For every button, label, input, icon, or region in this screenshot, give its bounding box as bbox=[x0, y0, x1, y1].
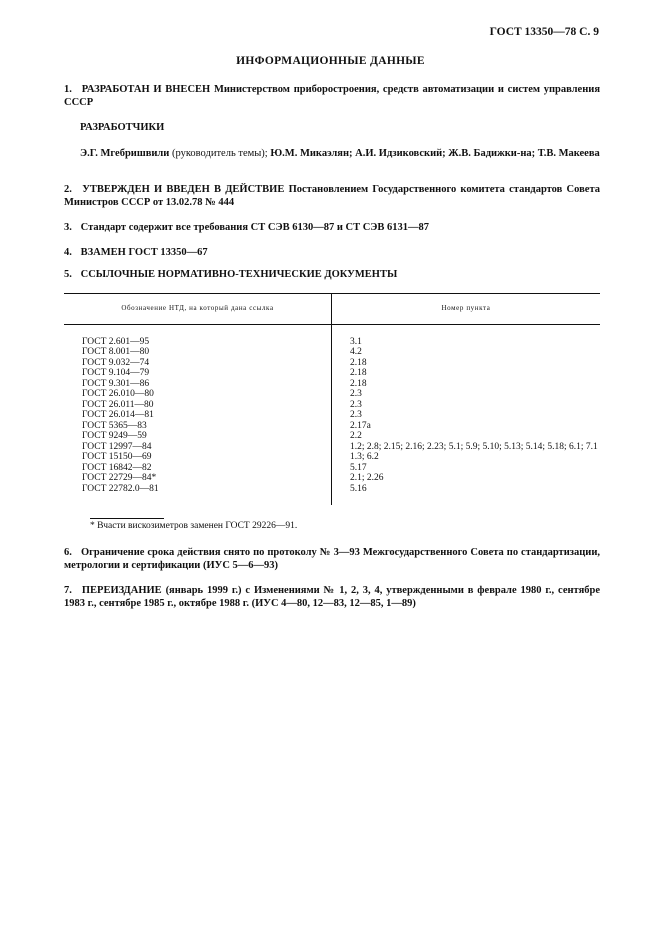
footnote-divider bbox=[90, 518, 164, 519]
table-header-document: Обозначение НТД, на который дана ссылка bbox=[64, 294, 332, 325]
section-5 bbox=[64, 268, 600, 281]
section-5-number: 5. bbox=[64, 269, 72, 280]
section-6 bbox=[64, 546, 600, 572]
section-4-text: ВЗАМЕН ГОСТ 13350—67 bbox=[80, 247, 208, 258]
section-1-number: 1. bbox=[64, 84, 72, 95]
clause-cell: 2.3 bbox=[350, 410, 362, 420]
clause-cell: 2.17а bbox=[350, 420, 371, 431]
table-row bbox=[64, 463, 600, 474]
section-7 bbox=[64, 584, 600, 610]
section-2-text: Постановлением Государственного комитета стандартов Совета Министров СССР от 13.02.78 № 444 bbox=[64, 184, 600, 208]
document-cell: ГОСТ 26.014—81 bbox=[64, 410, 332, 421]
clause-cell: 5.16 bbox=[350, 483, 367, 494]
clause-cell: 1.3; 6.2 bbox=[350, 452, 379, 462]
section-5-text: ССЫЛОЧНЫЕ НОРМАТИВНО-ТЕХНИЧЕСКИЕ ДОКУМЕНТЫ bbox=[80, 269, 398, 280]
clause-cell: 4.2 bbox=[350, 347, 362, 357]
table-row bbox=[64, 421, 600, 432]
section-7-text: (январь 1999 г.) с Изменениями № 1, 2, 3, 4, утвержденными в феврале 1980 г., сентябре 1983 г., сентябре 1985 г., октябре 1988 г. (ИУС 4—80, 12—83, 12—85, 1—89) bbox=[64, 585, 600, 609]
table-row bbox=[64, 379, 600, 390]
section-4-number: 4. bbox=[64, 247, 72, 258]
section-1-heading: РАЗРАБОТАН И ВНЕСЕН bbox=[81, 84, 211, 95]
document-cell: ГОСТ 26.010—80 bbox=[64, 389, 332, 400]
section-1 bbox=[64, 83, 600, 109]
developer-lead: Э.Г. Мгебришвили bbox=[80, 148, 170, 159]
document-cell: ГОСТ 22782.0—81 bbox=[64, 484, 332, 506]
table-body bbox=[64, 324, 600, 505]
document-cell: ГОСТ 12997—84 bbox=[64, 442, 332, 453]
table-row bbox=[64, 452, 600, 463]
footnote: * Вчасти вискозиметров заменен ГОСТ 29226—91. bbox=[90, 521, 298, 531]
developers-rest: Ю.М. Микаэлян; А.И. Идзиковский; Ж.В. Бадижки-на; Т.В. Макеева bbox=[270, 148, 600, 159]
reference-table bbox=[64, 293, 600, 505]
table-row bbox=[64, 473, 600, 484]
document-cell: ГОСТ 8.001—80 bbox=[64, 347, 332, 358]
table-row bbox=[64, 347, 600, 358]
clause-cell: 2.18 bbox=[350, 378, 367, 389]
clause-cell: 3.1 bbox=[350, 336, 362, 347]
section-2-heading: УТВЕРЖДЕН И ВВЕДЕН В ДЕЙСТВИЕ bbox=[82, 184, 285, 195]
table-row bbox=[64, 324, 600, 347]
section-7-number: 7. bbox=[64, 585, 72, 596]
document-cell: ГОСТ 26.011—80 bbox=[64, 400, 332, 411]
section-7-heading: ПЕРЕИЗДАНИЕ bbox=[81, 585, 162, 596]
clause-cell: 2.1; 2.26 bbox=[350, 473, 384, 483]
document-cell: ГОСТ 22729—84* bbox=[64, 473, 332, 484]
table-row bbox=[64, 431, 600, 442]
document-cell: ГОСТ 9249—59 bbox=[64, 431, 332, 442]
section-6-text: Ограничение срока действия снято по протоколу № 3—93 Межгосударственного Совета по стандартизации, метрологии и сертификации (ИУС 5—6—93) bbox=[64, 547, 601, 571]
clause-cell: 2.3 bbox=[350, 389, 362, 399]
page-header: ГОСТ 13350—78 С. 9 bbox=[489, 26, 599, 38]
document-cell: ГОСТ 2.601—95 bbox=[64, 324, 332, 347]
document-cell: ГОСТ 16842—82 bbox=[64, 463, 332, 474]
table-header-clause: Номер пункта bbox=[332, 294, 601, 325]
section-6-number: 6. bbox=[64, 547, 72, 558]
document-cell: ГОСТ 5365—83 bbox=[64, 421, 332, 432]
clause-cell: 2.18 bbox=[350, 357, 367, 368]
clause-cell: 2.3 bbox=[350, 399, 362, 410]
section-1-text: Министерством приборостроения, средств автоматизации и систем управления СССР bbox=[64, 84, 601, 108]
section-3 bbox=[64, 221, 600, 234]
table-row bbox=[64, 484, 600, 506]
document-cell: ГОСТ 9.104—79 bbox=[64, 368, 332, 379]
developers-list bbox=[80, 147, 600, 160]
developer-lead-role: (руководитель темы); bbox=[171, 148, 268, 159]
section-2-number: 2. bbox=[64, 184, 72, 195]
section-4 bbox=[64, 246, 600, 259]
table-row bbox=[64, 358, 600, 369]
document-cell: ГОСТ 15150—69 bbox=[64, 452, 332, 463]
table-row bbox=[64, 368, 600, 379]
document-cell: ГОСТ 9.032—74 bbox=[64, 358, 332, 369]
table-row bbox=[64, 389, 600, 400]
section-2 bbox=[64, 183, 600, 209]
page-title: ИНФОРМАЦИОННЫЕ ДАННЫЕ bbox=[236, 55, 425, 67]
table-row bbox=[64, 400, 600, 411]
clause-cell: 2.2 bbox=[350, 431, 362, 441]
developers-heading: РАЗРАБОТЧИКИ bbox=[80, 122, 165, 133]
table-row bbox=[64, 442, 600, 453]
table-row bbox=[64, 410, 600, 421]
section-3-number: 3. bbox=[64, 222, 72, 233]
document-cell: ГОСТ 9.301—86 bbox=[64, 379, 332, 390]
clause-cell: 2.18 bbox=[350, 368, 367, 378]
clause-cell: 5.17 bbox=[350, 462, 367, 473]
clause-cell: 1.2; 2.8; 2.15; 2.16; 2.23; 5.1; 5.9; 5.10; 5.13; 5.14; 5.18; 6.1; 7.1 bbox=[350, 441, 598, 452]
section-3-text: Стандарт содержит все требования СТ СЭВ 6130—87 и СТ СЭВ 6131—87 bbox=[80, 222, 430, 233]
